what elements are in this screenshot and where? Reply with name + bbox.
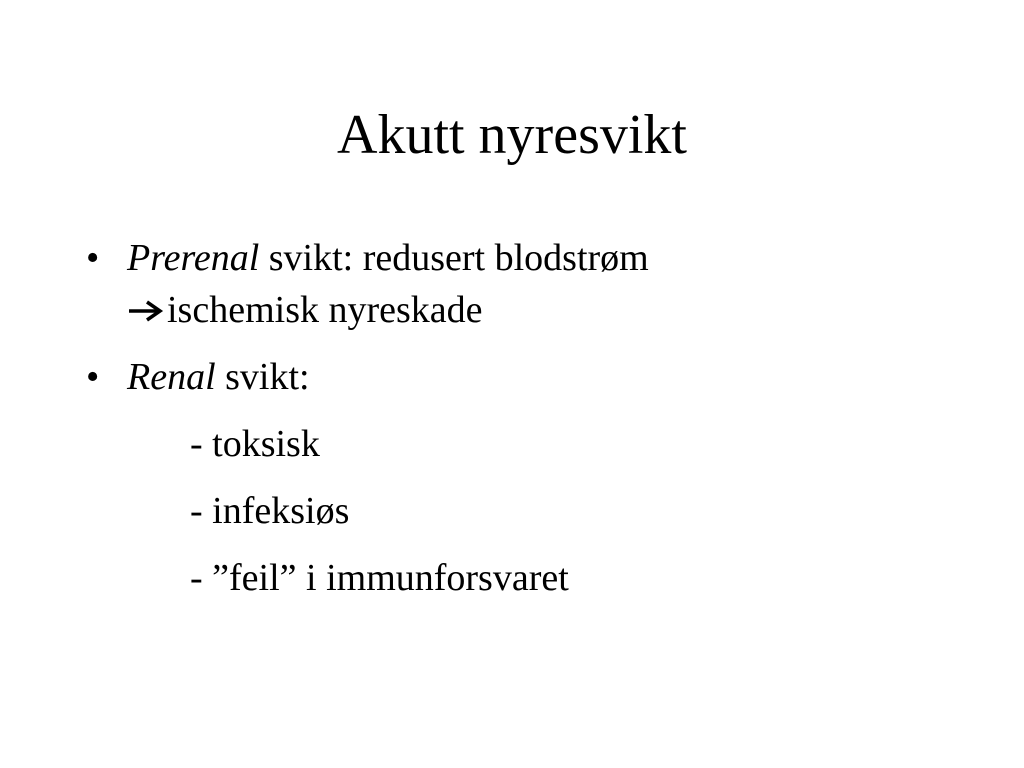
slide-body xyxy=(86,232,966,619)
sub-item-toksisk: - toksisk xyxy=(190,423,320,465)
bullet-text: svikt: redusert blodstrøm xyxy=(259,237,649,279)
bullet-continuation-text: ischemisk nyreskade xyxy=(167,289,483,331)
bullet-text: svikt: xyxy=(215,356,310,398)
slide-title: Akutt nyresvikt xyxy=(337,104,687,166)
right-arrow-icon xyxy=(127,284,167,336)
bullet-item-renal xyxy=(86,351,966,403)
bullet-item-prerenal xyxy=(86,232,966,336)
bullet-line xyxy=(127,232,966,284)
bullet-line xyxy=(127,351,966,403)
bullet-emphasis: Renal xyxy=(127,356,216,398)
bullet-dot: • xyxy=(86,356,100,398)
bullet-dot: • xyxy=(86,237,100,279)
bullet-emphasis: Prerenal xyxy=(127,237,260,279)
bullet-continuation-line xyxy=(127,284,966,336)
sub-item-immunforsvaret: - ”feil” i immunforsvaret xyxy=(190,557,569,599)
sub-item-infeksios: - infeksiøs xyxy=(190,490,350,532)
